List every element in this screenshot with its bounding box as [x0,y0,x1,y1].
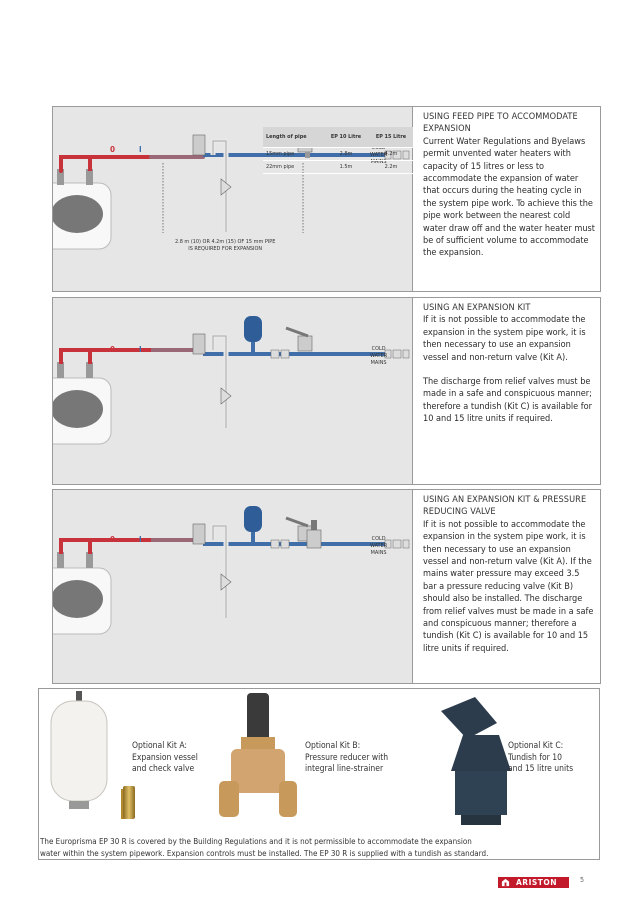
table-row [263,161,413,174]
table-header-cell: Length of pipe [263,127,323,148]
union-fitting-icon [385,540,409,548]
cold-label: I [139,345,142,354]
stop-tap-icon [286,328,312,351]
cold-mains-label: COLD WATER MAINS [370,536,388,556]
pipe-length-table [263,127,413,174]
expansion-vessel-icon [244,506,262,532]
pipe-length-note: 2.8 m (10) OR 4.2m (15) OF 15 mm PIPE IS REQUIRED FOR EXPANSION [175,239,276,252]
hot-pipe [61,157,203,171]
feed-pipe-text [423,111,595,260]
kits-panel [38,688,600,860]
expansion-kit-diagram-svg [53,298,412,484]
table-cell: 1.5m [323,161,369,174]
house-icon [501,878,510,887]
table-cell: 2.2m [369,161,413,174]
table-cell: 4.2m [369,148,413,161]
expansion-kit-text [423,302,595,426]
brand-name: ARISTON [516,878,558,887]
table-row [263,148,413,161]
section-body: Current Water Regulations and Byelaws permit unvented water heaters with capacity of 15 litres or less to accommodate the expansion of water that occurs during the heating cycle in the system pipe work. To achieve this the pipe work between the nearest cold water draw off and the water heater must be of sufficient volume to accommodate the expansion. [423,136,595,259]
expansion-kit-prv-text [423,494,595,655]
section-expansion-kit-prv [52,489,601,684]
ariston-logo [498,877,569,888]
hot-label: 0 [110,345,116,354]
kit-a-label: Optional Kit A: Expansion vessel and check valve [132,741,198,774]
kit-b-label: Optional Kit B: Pressure reducer with integral line-strainer [305,741,389,774]
table-header-cell: EP 15 Litre [369,127,413,148]
pressure-reducing-valve-icon [307,520,321,548]
page-number: 5 [580,876,585,884]
section-expansion-kit [52,297,601,485]
footnote: The Europrisma EP 30 R is covered by the Building Regulations and it is not permissible to accommodate the expansion water within the system pipework. Expansion controls must be installed. The EP 30 R is supplied with a tundish as standard. [40,837,489,858]
water-heater [53,552,111,634]
section-title: USING AN EXPANSION KIT & PRESSURE REDUCING VALVE [423,495,587,518]
hot-label: 0 [110,145,116,154]
cold-mains-label: COLD WATER MAINS [370,346,388,366]
union-fitting-icon [385,350,409,358]
water-heater [53,362,111,444]
section-body: If it is not possible to accommodate the expansion in the system pipe work, it is then necessary to use an expansion vessel and non-return valve (Kit A). If the mains water pressure may exceed 3.5 bar a pressure reducing valve (Kit B) should also be installed. The discharge from relief valves must be made in a safe and conspicuous manner; therefore a tundish (Kit C) is available for 10 and 15 litre units if required. [423,519,594,654]
table-header-cell: EP 10 Litre [323,127,369,148]
table-header-row [263,127,413,148]
section-title: USING FEED PIPE TO ACCOMMODATE EXPANSION [423,112,578,135]
expansion-vessel-icon [244,316,262,342]
section-body: The discharge from relief valves must be made in a safe and conspicuous manner; therefore a tundish (Kit C) is available for 10 and 15 litre units if required. [423,377,593,425]
hot-pipe [61,350,203,364]
table-cell: 22mm pipe [263,161,323,174]
hot-pipe [61,540,203,554]
section-body: If it is not possible to accommodate the expansion in the system pipe work, it is then necessary to use an expansion vessel and non-return valve (Kit A). [423,315,586,363]
diagram-expansion-kit [53,298,413,484]
expansion-kit-prv-diagram-svg [53,490,412,683]
cold-mains-label: COLD WATER MAINS [370,145,388,165]
hot-label: 0 [110,535,116,544]
cold-label: I [139,145,142,154]
kit-a-check-valve-image [123,786,135,819]
cold-label: I [139,535,142,544]
kit-a-vessel-image [45,689,125,821]
section-title: USING AN EXPANSION KIT [423,303,531,313]
table-cell: 15mm pipe [263,148,323,161]
kit-b-pressure-reducer-image [217,691,297,823]
water-heater [53,169,111,249]
table-cell: 2.8m [323,148,369,161]
kit-c-label: Optional Kit C: Tundish for 10 and 15 litre units [508,741,574,774]
diagram-expansion-kit-prv [53,490,413,683]
